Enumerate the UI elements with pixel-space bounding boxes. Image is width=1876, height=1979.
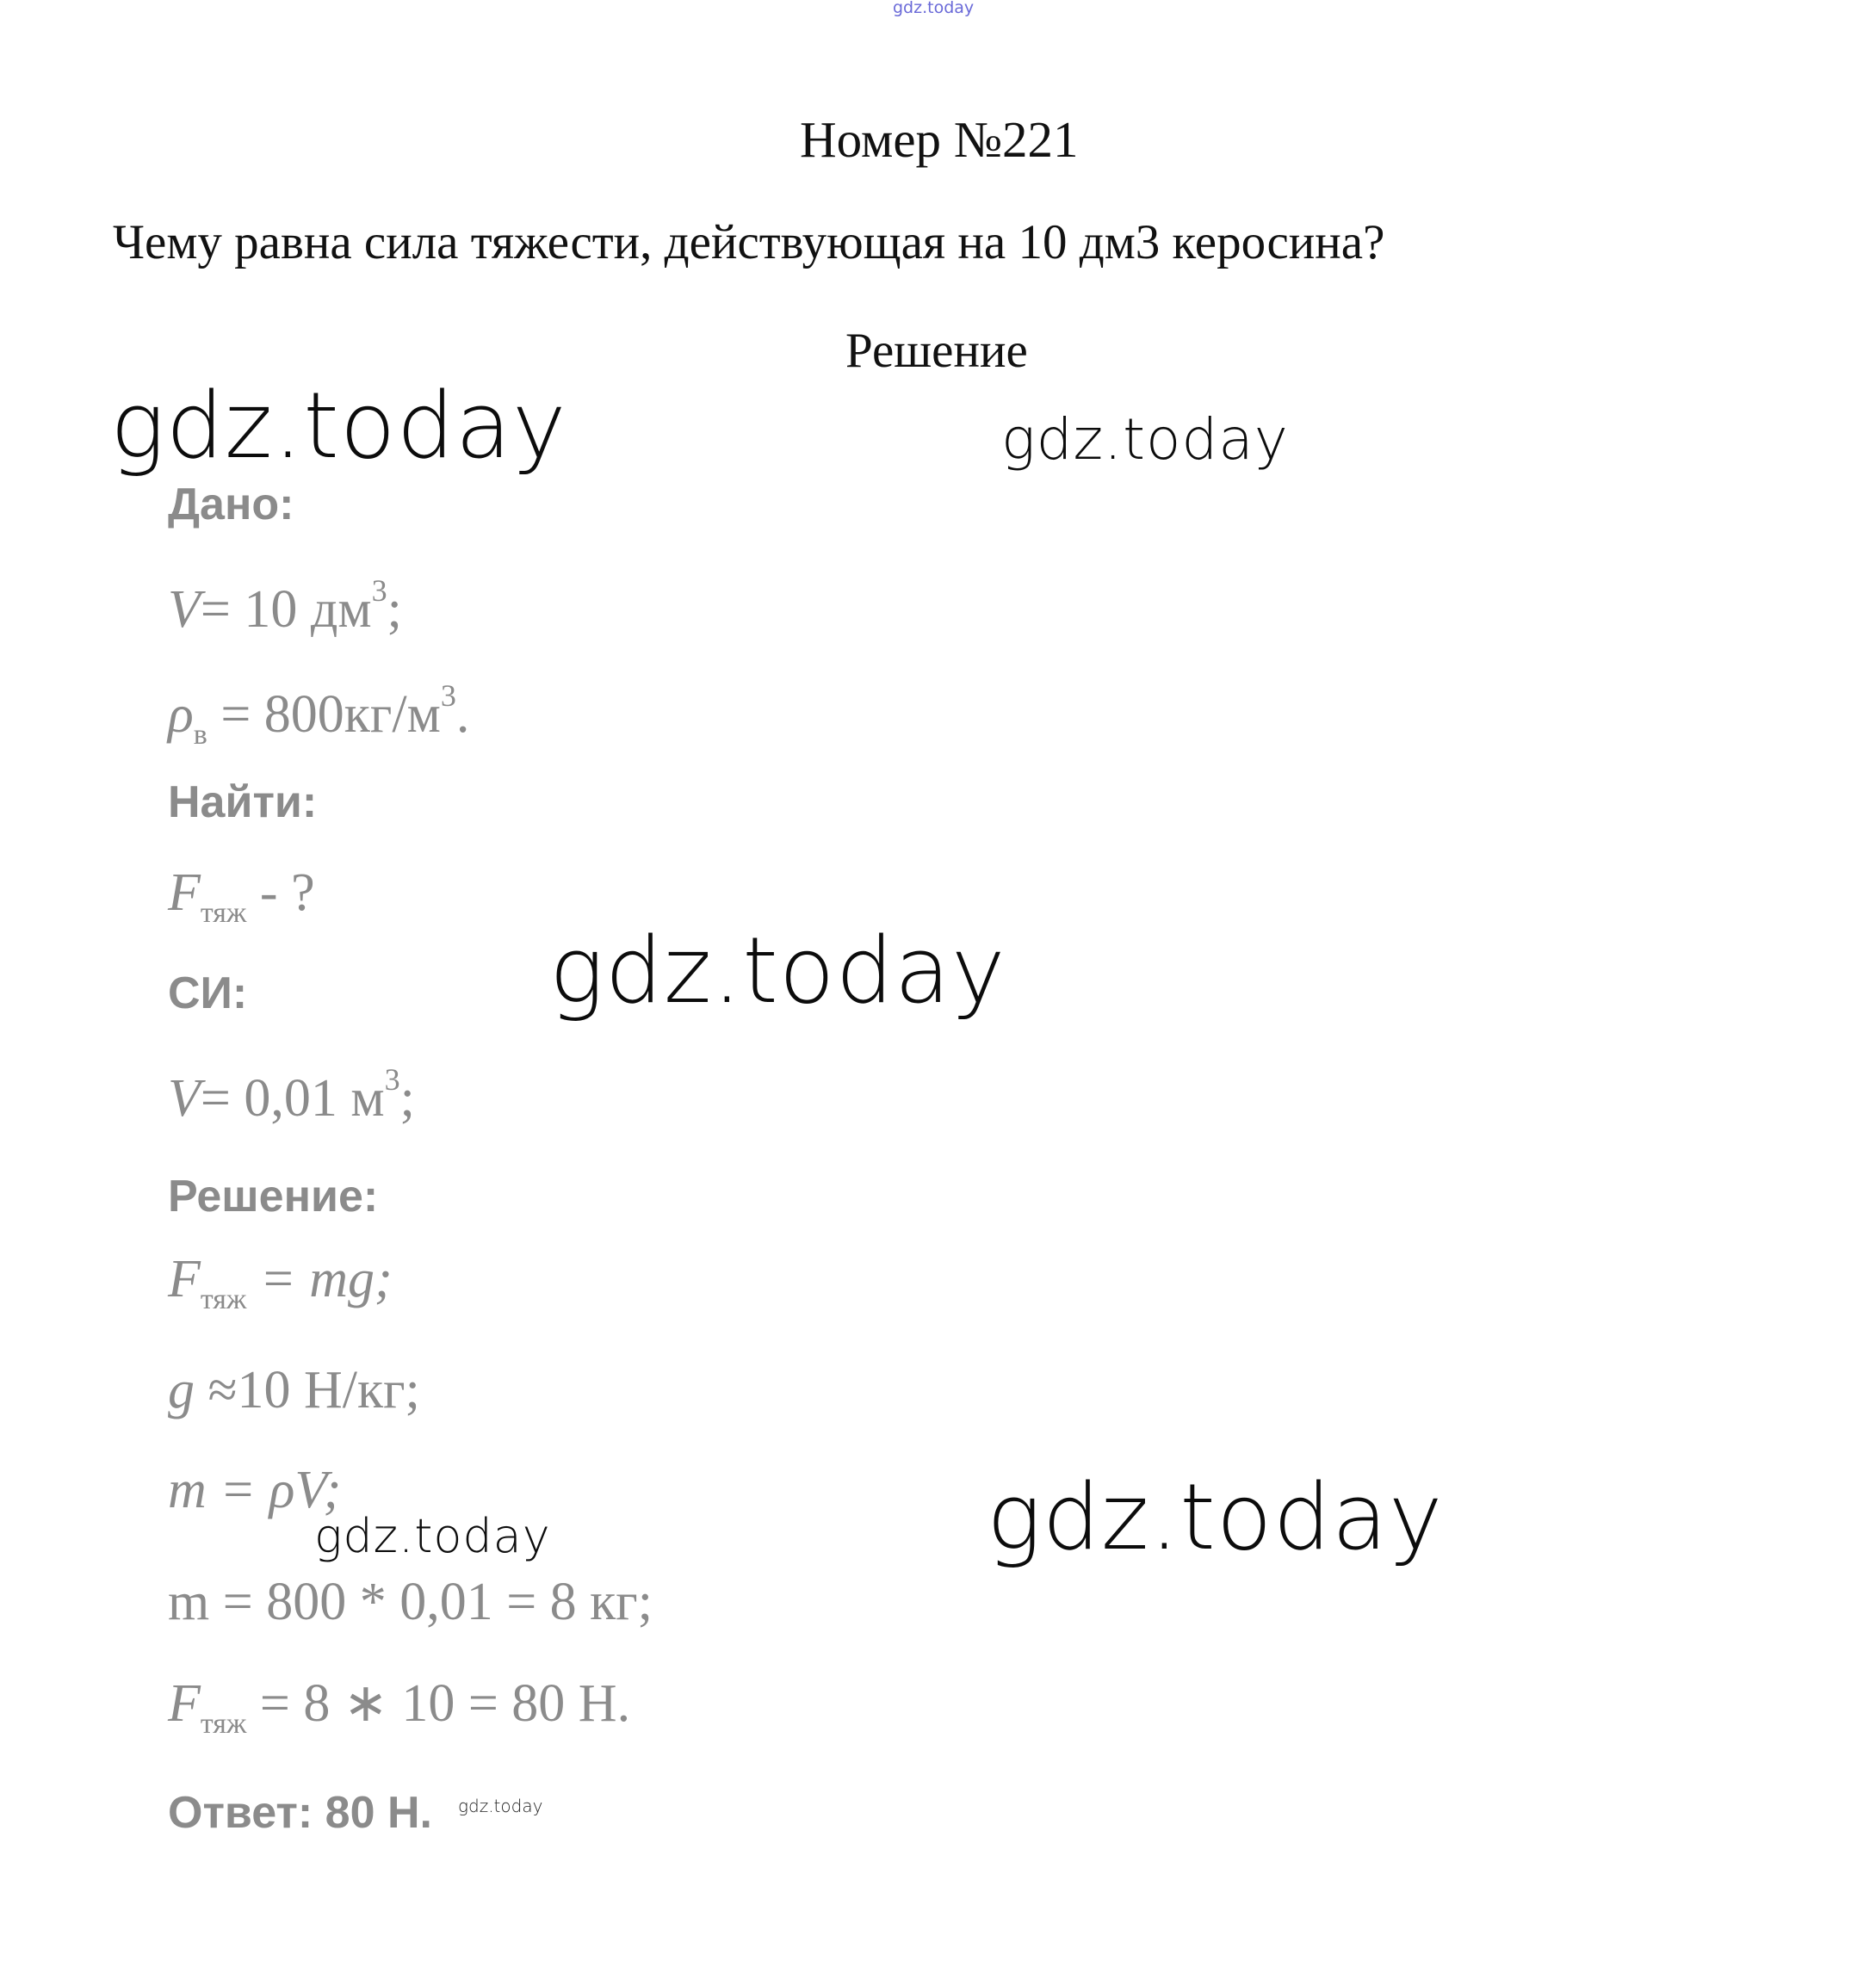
exponent: 3 bbox=[371, 573, 387, 608]
given-volume-value: = 10 дм bbox=[200, 580, 372, 639]
var-f: F bbox=[168, 863, 201, 922]
var-f: F bbox=[168, 1674, 201, 1733]
problem-question: Чему равна сила тяжести, действующая на 10 дм3 керосина? bbox=[113, 215, 1385, 269]
si-volume bbox=[168, 1062, 415, 1128]
find-force bbox=[168, 863, 315, 929]
var-f: F bbox=[168, 1250, 201, 1308]
equation-g-rest: ≈10 Н/кг; bbox=[195, 1361, 420, 1419]
equation-mass-value bbox=[168, 1575, 653, 1629]
var-v: V bbox=[168, 580, 201, 639]
given-density-value: = 800кг/м bbox=[207, 685, 441, 744]
given-volume bbox=[168, 573, 402, 639]
var-v: V bbox=[168, 1069, 201, 1128]
watermark: gdz.today bbox=[987, 1464, 1444, 1570]
subscript: тяж bbox=[200, 1283, 247, 1315]
equation-mass bbox=[168, 1463, 341, 1517]
given-density bbox=[168, 680, 469, 750]
si-volume-value: = 0,01 м bbox=[200, 1069, 385, 1128]
punct: ; bbox=[399, 1069, 415, 1128]
exponent: 3 bbox=[384, 1062, 400, 1097]
punct: ; bbox=[387, 580, 402, 639]
equation-gravity bbox=[168, 1252, 393, 1314]
given-label: Дано: bbox=[168, 479, 294, 529]
si-label: СИ: bbox=[168, 968, 248, 1018]
exponent: 3 bbox=[440, 678, 456, 713]
find-force-rest: - ? bbox=[246, 863, 315, 922]
equation-gravity-rest: = mg; bbox=[246, 1250, 393, 1308]
equation-result bbox=[168, 1674, 631, 1740]
equation-g bbox=[168, 1361, 420, 1419]
watermark: gdz.today bbox=[458, 1796, 543, 1816]
subscript: в bbox=[193, 719, 207, 751]
equation-mass-value-text: m = 800 * 0,01 = 8 кг; bbox=[168, 1573, 653, 1631]
var-rho: ρ bbox=[168, 685, 194, 744]
watermark-top: gdz.today bbox=[893, 0, 975, 17]
equation-result-rest: = 8 ∗ 10 = 80 Н. bbox=[246, 1674, 631, 1733]
solution-label: Решение: bbox=[168, 1172, 379, 1221]
page-title: Номер №221 bbox=[800, 111, 1079, 168]
find-label: Найти: bbox=[168, 777, 318, 827]
equation-mass-text: m = ρV; bbox=[168, 1461, 342, 1519]
var-g: g bbox=[168, 1361, 195, 1419]
punct: . bbox=[455, 685, 470, 744]
solution-heading: Решение bbox=[845, 324, 1028, 378]
subscript: тяж bbox=[200, 897, 247, 929]
watermark: gdz.today bbox=[314, 1509, 551, 1563]
watermark: gdz.today bbox=[549, 918, 1006, 1024]
watermark: gdz.today bbox=[1001, 406, 1289, 473]
subscript: тяж bbox=[200, 1708, 247, 1740]
watermark: gdz.today bbox=[110, 373, 567, 479]
answer: Ответ: 80 Н. bbox=[168, 1788, 432, 1838]
